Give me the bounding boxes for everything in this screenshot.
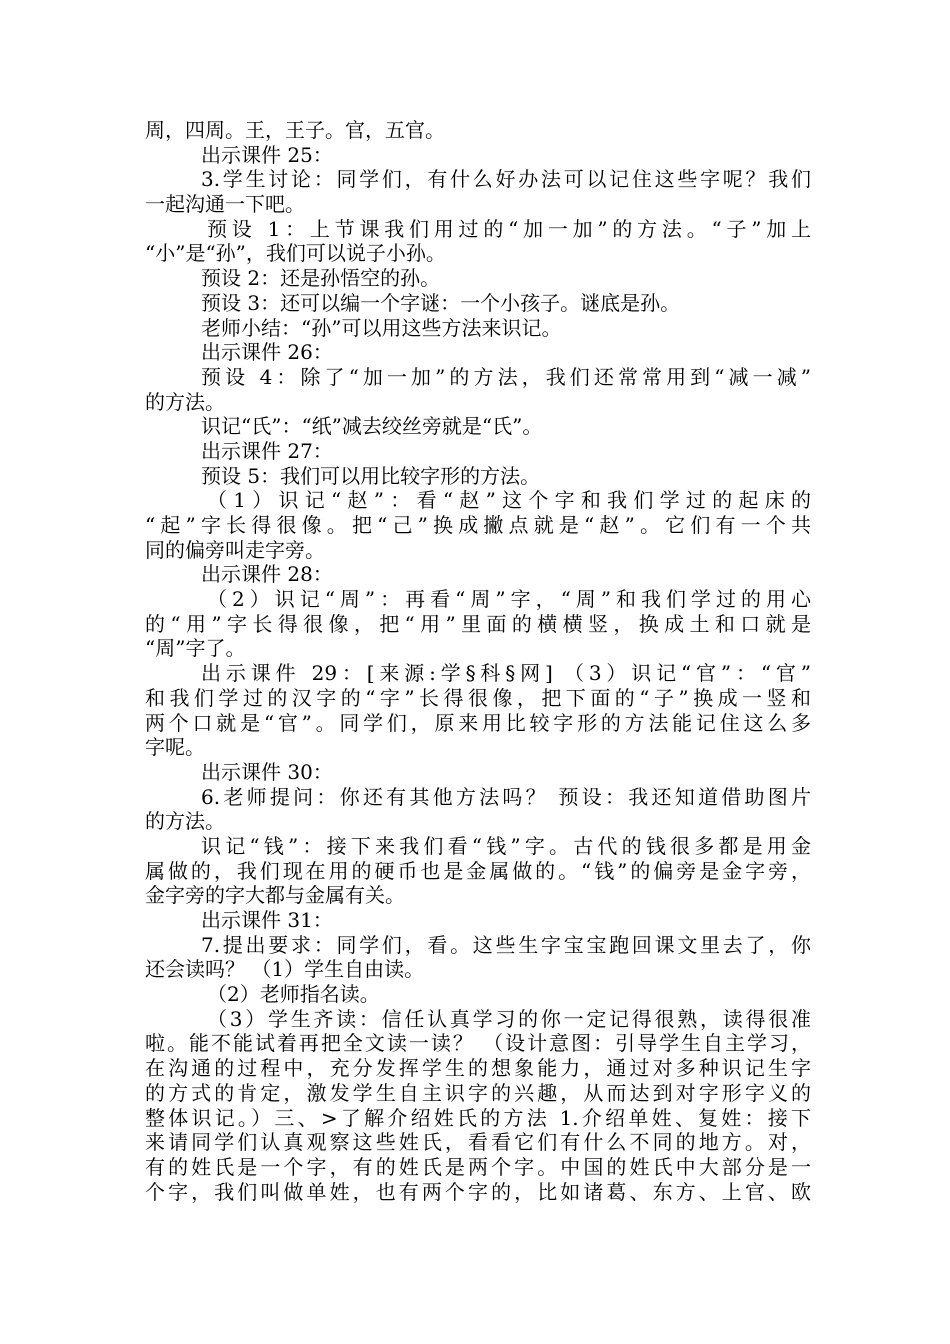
text-line: 出示课件 29：[来源:学§科§网] （3）识记“官”：“官” [201, 661, 811, 686]
text-line: 出示课件 31： [201, 908, 333, 932]
text-line: 字呢。 [145, 735, 205, 760]
text-line: 的方法。 [145, 389, 225, 414]
text-line: 老师小结：“孙”可以用这些方法来识记。 [201, 315, 562, 340]
text-line: （2）老师指名读。 [207, 982, 380, 1007]
text-line: 啦。能不能试着再把全文读一读？ （设计意图：引导学生自主学习， [145, 1031, 811, 1056]
text-line: 同的偏旁叫走字旁。 [145, 537, 325, 562]
text-line: 整体识记。）三、>了解介绍姓氏的方法 1.介绍单姓、复姓：接下 [145, 1105, 811, 1130]
text-line: “周”字了。 [145, 636, 246, 661]
text-line: 出示课件 30： [201, 759, 333, 784]
text-line: 3.学生讨论：同学们，有什么好办法可以记住这些字呢？我们 [201, 167, 811, 192]
text-line: 属做的，我们现在用的硬币也是金属做的。“钱”的偏旁是金字旁， [145, 858, 811, 883]
text-line: 在沟通的过程中，充分发挥学生的想象能力，通过对多种识记生字 [145, 1056, 811, 1081]
text-line: 7.提出要求：同学们，看。这些生字宝宝跑回课文里去了，你 [201, 932, 811, 957]
text-line: 的“用”字长得很像，把“用”里面的横横竖，换成土和口就是 [145, 611, 811, 636]
text-line: “小”是“孙”，我们可以说子小孙。 [145, 241, 446, 266]
text-line: 出示课件 28： [201, 562, 333, 587]
text-line: 两个口就是“官”。同学们，原来用比较字形的方法能记住这么多 [145, 710, 811, 735]
text-line: 有的姓氏是一个字，有的姓氏是两个字。中国的姓氏中大部分是一 [145, 1154, 811, 1179]
text-line: 识记“钱”：接下来我们看“钱”字。古代的钱很多都是用金 [201, 833, 811, 858]
text-line: 一起沟通一下吧。 [145, 192, 305, 217]
text-line: （3）学生齐读：信任认真学习的你一定记得很熟，读得很准 [207, 1006, 811, 1031]
text-line: 6.老师提问：你还有其他方法吗？ 预设：我还知道借助图片 [201, 784, 811, 809]
text-line: 预设 3：还可以编一个字谜：一个小孩子。谜底是孙。 [201, 290, 681, 315]
text-line: （1）识记“赵”：看“赵”这个字和我们学过的起床的 [207, 488, 811, 513]
text-line: 识记“氏”：“纸”减去绞丝旁就是“氏”。 [201, 414, 543, 439]
document-body [145, 118, 811, 1204]
text-line: 预设 5：我们可以用比较字形的方法。 [201, 463, 541, 488]
text-line: 预设 1：上节课我们用过的“加一加”的方法。“子”加上 [207, 216, 811, 241]
text-line: 金字旁的字大都与金属有关。 [145, 883, 405, 908]
text-line: 出示课件 27： [201, 438, 333, 463]
text-line: 和我们学过的汉字的“字”长得很像，把下面的“子”换成一竖和 [145, 685, 811, 710]
text-line: 预设 4：除了“加一加”的方法，我们还常常用到“减一减” [201, 364, 811, 389]
text-line: 出示课件 25： [201, 142, 333, 167]
text-line: 来请同学们认真观察这些姓氏，看看它们有什么不同的地方。对， [145, 1130, 811, 1155]
text-line: 出示课件 26： [201, 340, 333, 365]
text-line: “起”字长得很像。把“己”换成撇点就是“赵”。它们有一个共 [145, 513, 811, 537]
text-line: （2）识记“周”：再看“周”字，“周”和我们学过的用心 [207, 587, 811, 612]
text-line: 还会读吗？ （1）学生自由读。 [145, 957, 425, 982]
text-line: 的方法。 [145, 809, 225, 834]
text-line: 的方式的肯定，激发学生自主识字的兴趣，从而达到对字形字义的 [145, 1080, 811, 1105]
text-line: 周，四周。王，王子。官，五官。 [145, 118, 445, 142]
text-line: 预设 2：还是孙悟空的孙。 [201, 266, 441, 291]
text-line: 个字，我们叫做单姓，也有两个字的，比如诸葛、东方、上官、欧 [145, 1179, 811, 1204]
